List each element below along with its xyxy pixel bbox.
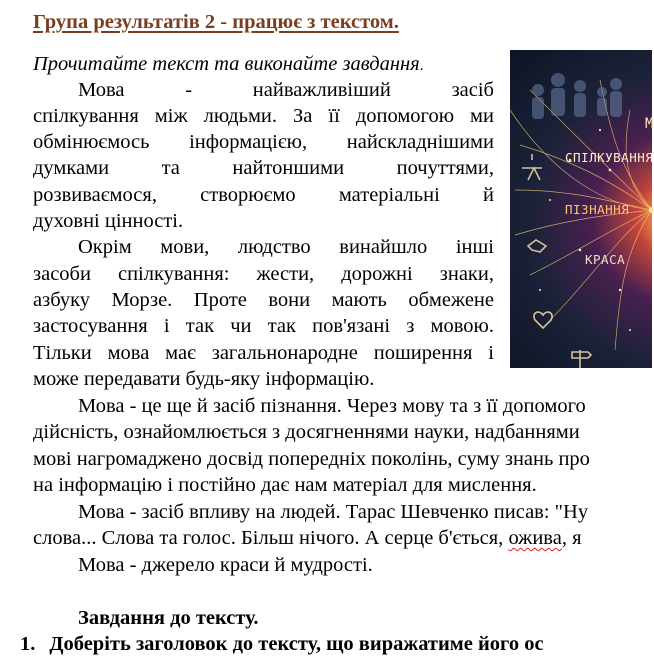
- heart-icon: [534, 312, 552, 328]
- text-line: слова... Слова та голос. Більш нічого. А серце б'ється, ожива, я: [33, 527, 582, 549]
- text-line: думками та найтоншими почуттями,: [33, 157, 494, 179]
- text-line: Окрім мови, людство винайшло інші: [78, 236, 494, 258]
- text-line: розвиваємося, створюємо матеріальні й: [33, 184, 494, 206]
- handshake-icon: [528, 240, 546, 252]
- task-title: Завдання до тексту.: [78, 607, 259, 629]
- text-line: азбуку Морзе. Проте вони мають обмежене: [33, 289, 494, 311]
- illustration-label: М: [645, 116, 654, 132]
- people-silhouettes-icon: [532, 73, 622, 119]
- language-illustration: [510, 50, 652, 368]
- scales-icon: [522, 154, 542, 180]
- text-line: Мова - джерело краси й мудрості.: [78, 554, 373, 576]
- illustration-label-beauty: КРАСА: [585, 252, 626, 267]
- illustration-label-communication: СПІЛКУВАННЯ: [565, 150, 654, 165]
- reading-instruction: Прочитайте текст та виконайте завдання.: [33, 53, 424, 75]
- text-line: Мова - засіб впливу на людей. Тарас Шевченко писав: "Ну: [78, 501, 589, 523]
- text-line: Мова - найважливіший засіб: [78, 79, 494, 101]
- section-heading: Група результатів 2 - працює з текстом.: [33, 11, 399, 33]
- text-line: Мова - це ще й засіб пізнання. Через мову та з її допомого: [78, 395, 586, 417]
- text-line: застосування і так чи так пов'язані з мовою.: [33, 315, 494, 337]
- text-line: засоби спілкування: жести, дорожні знаки,: [33, 263, 494, 285]
- text-line: духовні цінності.: [33, 210, 184, 232]
- text-line: може передавати будь-яку інформацію.: [33, 368, 375, 390]
- spellcheck-word: ожива: [508, 527, 562, 549]
- text-line: спілкування між людьми. За її допомогою ми: [33, 105, 494, 127]
- signpost-icon: [572, 350, 591, 368]
- text-line: Тільки мова має загальнонародне поширення і: [33, 342, 494, 364]
- illustration-label-cognition: ПІЗНАННЯ: [565, 202, 630, 217]
- task-item-1: 1. Доберіть заголовок до тексту, що виражатиме його ос: [20, 633, 544, 655]
- text-line: дійсність, ознайомлюється з досягненнями науки, надбаннями: [33, 421, 580, 443]
- text-line: мові нагромаджено досвід попередніх поколінь, суму знань про: [33, 448, 590, 470]
- text-line: на інформацію і постійно дає нам матеріал для мислення.: [33, 474, 537, 496]
- text-line: обмінюємось інформацією, найскладнішими: [33, 131, 494, 153]
